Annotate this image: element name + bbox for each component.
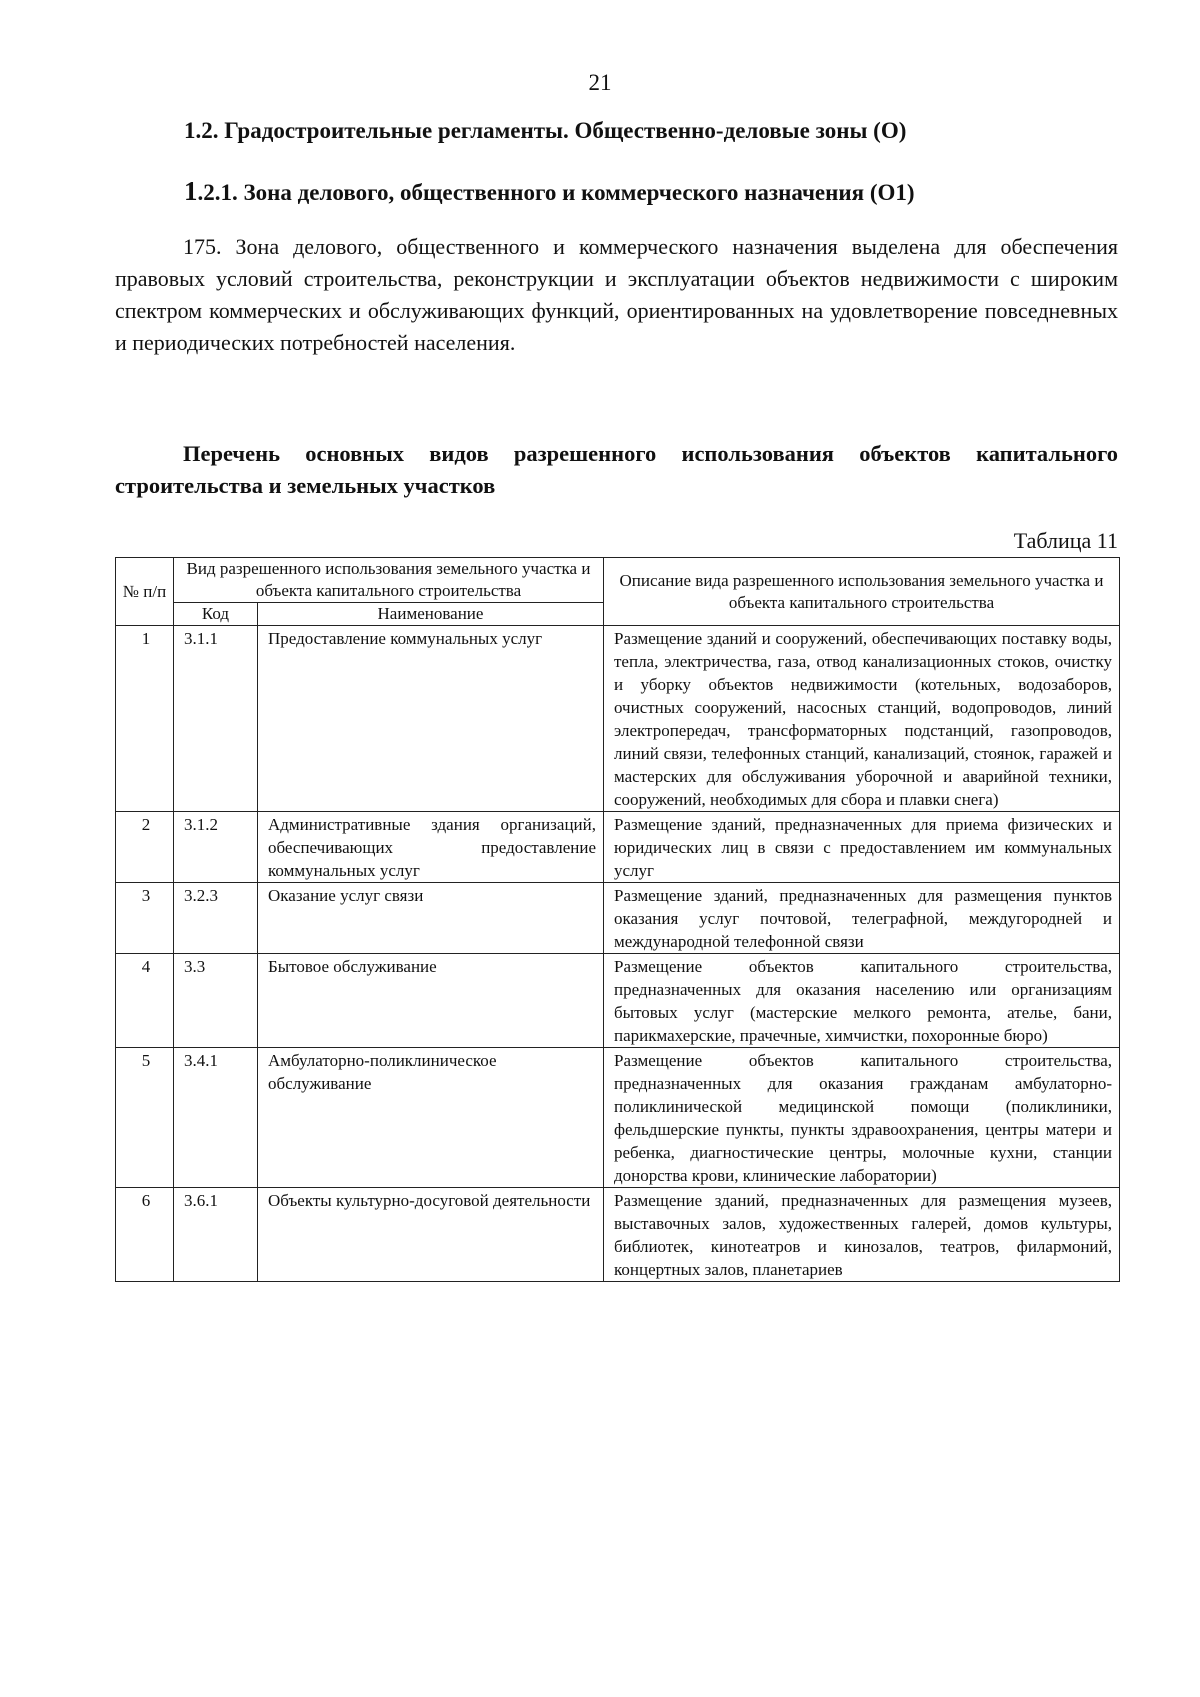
- row-name: Амбулаторно-поликлиническое обслуживание: [258, 1048, 604, 1188]
- row-code: 3.4.1: [174, 1048, 258, 1188]
- table-label: Таблица 11: [1013, 528, 1118, 553]
- table-row: [116, 812, 1120, 883]
- row-code: 3.3: [174, 954, 258, 1048]
- subsection-heading-text: .2.1. Зона делового, общественного и коммерческого назначения (О1): [197, 180, 915, 205]
- page-number: 21: [588, 70, 612, 95]
- header-type: Вид разрешенного использования земельного участка и объекта капитального строительства: [174, 558, 604, 603]
- row-name: Бытовое обслуживание: [258, 954, 604, 1048]
- row-num: 5: [116, 1048, 174, 1188]
- table-row: [116, 883, 1120, 954]
- row-num: 3: [116, 883, 174, 954]
- subsection-heading: [184, 176, 915, 207]
- row-desc: Размещение зданий, предназначенных для приема физических и юридических лиц в связи с предоставлением им коммунальных услуг: [604, 812, 1120, 883]
- row-desc: Размещение зданий, предназначенных для размещения пунктов оказания услуг почтовой, телеграфной, междугородней и международной телефонной связи: [604, 883, 1120, 954]
- row-code: 3.1.2: [174, 812, 258, 883]
- row-name: Административные здания организаций, обеспечивающих предоставление коммунальных услуг: [258, 812, 604, 883]
- table-row: [116, 954, 1120, 1048]
- list-title: Перечень основных видов разрешенного использования объектов капитального строительства и земельных участков: [115, 441, 1118, 498]
- paragraph-175: 175. Зона делового, общественного и коммерческого назначения выделена для обеспечения правовых условий строительства, реконструкции и эксплуатации объектов недвижимости с широким спектром коммерческих и обслуживающих функций, ориентированных на удовлетворение повседневных и периодических потребностей населения.: [115, 234, 1118, 355]
- row-desc: Размещение зданий и сооружений, обеспечивающих поставку воды, тепла, электричества, газа, отвод канализационных стоков, очистку и уборку объектов недвижимости (котельных, водозаборов, очистных сооружений, насосных станций, водопроводов, линий электропередач, трансформаторных подстанций, газопроводов, линий связи, телефонных станций, канализаций, стоянок, гаражей и мастерских для обслуживания уборочной и аварийной техники, сооружений, необходимых для сбора и плавки снега): [604, 626, 1120, 812]
- row-name: Оказание услуг связи: [258, 883, 604, 954]
- header-desc: Описание вида разрешенного использования земельного участка и объекта капитального строительства: [604, 558, 1120, 626]
- row-code: 3.1.1: [174, 626, 258, 812]
- subsection-heading-number: 1: [184, 176, 198, 206]
- table-row: [116, 1048, 1120, 1188]
- section-heading: 1.2. Градостроительные регламенты. Общественно-деловые зоны (О): [184, 118, 907, 143]
- table-row: [116, 626, 1120, 812]
- header-name: Наименование: [258, 603, 604, 626]
- row-num: 2: [116, 812, 174, 883]
- permitted-use-table: [115, 557, 1120, 1282]
- row-desc: Размещение объектов капитального строительства, предназначенных для оказания населению или организациям бытовых услуг (мастерские мелкого ремонта, ателье, бани, парикмахерские, прачечные, химчистки, похоронные бюро): [604, 954, 1120, 1048]
- row-code: 3.2.3: [174, 883, 258, 954]
- row-num: 4: [116, 954, 174, 1048]
- header-num: № п/п: [116, 558, 174, 626]
- row-desc: Размещение объектов капитального строительства, предназначенных для оказания гражданам амбулаторно-поликлинической медицинской помощи (поликлиники, фельдшерские пункты, пункты здравоохранения, центры матери и ребенка, диагностические центры, молочные кухни, станции донорства крови, клинические лаборатории): [604, 1048, 1120, 1188]
- row-name: Предоставление коммунальных услуг: [258, 626, 604, 812]
- row-num: 6: [116, 1188, 174, 1282]
- row-num: 1: [116, 626, 174, 812]
- table-row: [116, 1188, 1120, 1282]
- row-desc: Размещение зданий, предназначенных для размещения музеев, выставочных залов, художественных галерей, домов культуры, библиотек, кинотеатров и кинозалов, театров, филармоний, концертных залов, планетариев: [604, 1188, 1120, 1282]
- header-code: Код: [174, 603, 258, 626]
- row-name: Объекты культурно-досуговой деятельности: [258, 1188, 604, 1282]
- row-code: 3.6.1: [174, 1188, 258, 1282]
